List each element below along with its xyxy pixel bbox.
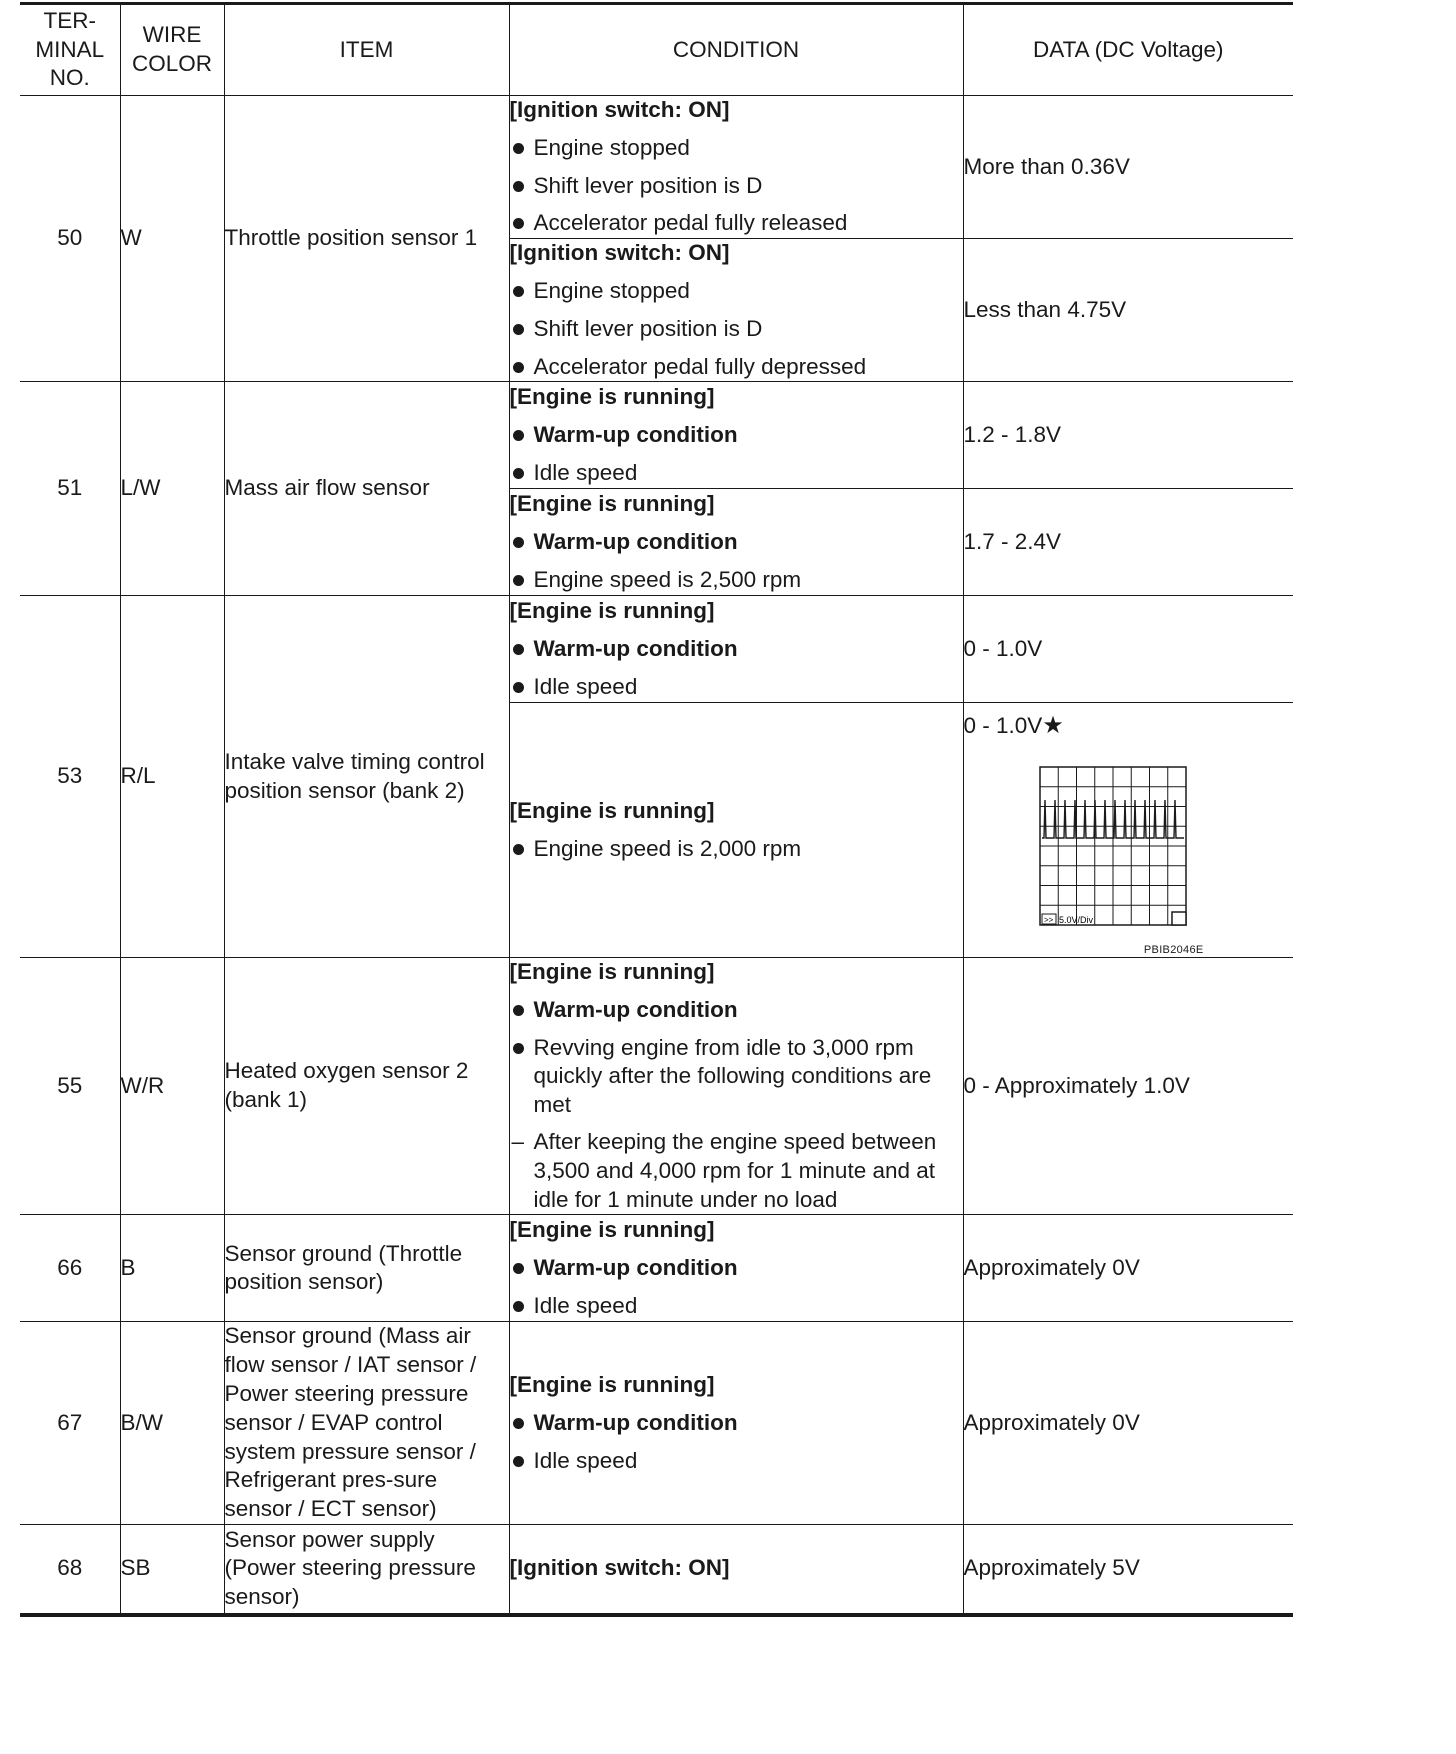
condition-bullet: Warm-up condition <box>510 996 963 1025</box>
wire-color: SB <box>120 1525 224 1615</box>
table-row <box>20 1215 1293 1322</box>
condition-cell <box>509 489 963 596</box>
wire-color: B/W <box>120 1322 224 1525</box>
terminal-number: 53 <box>20 596 120 958</box>
item-name: Sensor ground (Mass air flow sensor / IAT sensor / Power steering pressure sensor / EVAP control system pressure sensor / Refrigerant pres-sure sensor / ECT sensor) <box>224 1322 509 1525</box>
header-wire-color: WIRE COLOR <box>120 4 224 96</box>
terminal-number: 55 <box>20 958 120 1215</box>
condition-bullet: Engine speed is 2,000 rpm <box>510 835 963 864</box>
condition-title: [Engine is running] <box>509 384 715 410</box>
double-arrow-icon: >> <box>1043 915 1053 925</box>
table-row <box>20 1525 1293 1615</box>
item-name: Intake valve timing control position sensor (bank 2) <box>224 596 509 958</box>
oscilloscope-figure <box>964 752 1204 957</box>
terminal-number: 66 <box>20 1215 120 1322</box>
data-value: Approximately 0V <box>963 1322 1293 1525</box>
data-value: 0 - Approximately 1.0V <box>963 958 1293 1215</box>
condition-bullet: Accelerator pedal fully depressed <box>510 353 963 382</box>
condition-bullet: Engine stopped <box>510 134 963 163</box>
data-value: Less than 4.75V <box>963 239 1293 382</box>
item-name: Sensor power supply (Power steering pressure sensor) <box>224 1525 509 1615</box>
header-terminal-no: TER- MINAL NO. <box>20 4 120 96</box>
condition-cell <box>509 96 963 239</box>
star-icon: ★ <box>1042 712 1064 740</box>
condition-title: [Engine is running] <box>509 598 715 624</box>
terminal-number: 50 <box>20 96 120 382</box>
scope-grid <box>1040 767 1186 925</box>
item-name: Throttle position sensor 1 <box>224 96 509 382</box>
wire-color: R/L <box>120 596 224 958</box>
condition-title: [Ignition switch: ON] <box>509 240 730 266</box>
condition-bullet: Shift lever position is D <box>510 172 963 201</box>
condition-bullet: Warm-up condition <box>510 421 963 450</box>
scope-scale-label: 5.0V/Div <box>1058 915 1093 926</box>
condition-bullet: Idle speed <box>510 459 963 488</box>
table-row <box>20 382 1293 489</box>
data-value: 0 - 1.0V <box>963 596 1293 703</box>
condition-cell <box>509 239 963 382</box>
data-value: More than 0.36V <box>963 96 1293 239</box>
condition-title: [Engine is running] <box>509 959 715 985</box>
condition-bullet: Idle speed <box>510 1292 963 1321</box>
terminal-number: 51 <box>20 382 120 596</box>
scope-corner-box <box>1172 912 1186 925</box>
condition-bullet: Warm-up condition <box>510 1409 963 1438</box>
data-value: 1.2 - 1.8V <box>963 382 1293 489</box>
item-name: Heated oxygen sensor 2 (bank 1) <box>224 958 509 1215</box>
condition-cell <box>509 596 963 703</box>
condition-cell <box>509 1525 963 1615</box>
condition-bullet: Accelerator pedal fully released <box>510 209 963 238</box>
condition-bullet: Warm-up condition <box>510 635 963 664</box>
condition-cell <box>509 382 963 489</box>
condition-bullet: Warm-up condition <box>510 1254 963 1283</box>
table-row <box>20 96 1293 239</box>
condition-bullet: Shift lever position is D <box>510 315 963 344</box>
condition-title: [Ignition switch: ON] <box>509 97 730 122</box>
header-data: DATA (DC Voltage) <box>963 4 1293 96</box>
condition-bullet: Warm-up condition <box>510 528 963 557</box>
data-with-waveform <box>963 703 1293 958</box>
data-value: Approximately 0V <box>963 1215 1293 1322</box>
terminal-number: 68 <box>20 1525 120 1615</box>
waveform-graph <box>964 752 1204 957</box>
item-name: Mass air flow sensor <box>224 382 509 596</box>
condition-title: [Ignition switch: ON] <box>509 1555 730 1581</box>
condition-bullet: Engine speed is 2,500 rpm <box>510 566 963 595</box>
table-row <box>20 958 1293 1215</box>
data-value: 1.7 - 2.4V <box>963 489 1293 596</box>
header-item: ITEM <box>224 4 509 96</box>
data-value: 0 - 1.0V <box>963 713 1043 739</box>
condition-cell <box>509 703 963 958</box>
data-value: Approximately 5V <box>963 1525 1293 1615</box>
condition-bullet: Revving engine from idle to 3,000 rpm quickly after the following conditions are met <box>510 1034 963 1120</box>
header-condition: CONDITION <box>509 4 963 96</box>
table-row <box>20 1322 1293 1525</box>
condition-cell <box>509 1215 963 1322</box>
condition-bullet: Engine stopped <box>510 277 963 306</box>
wire-color: W/R <box>120 958 224 1215</box>
terminal-number: 67 <box>20 1322 120 1525</box>
item-name: Sensor ground (Throttle position sensor) <box>224 1215 509 1322</box>
condition-cell <box>509 958 963 1215</box>
condition-title: [Engine is running] <box>509 1217 715 1243</box>
table-row <box>20 596 1293 703</box>
condition-cell <box>509 1322 963 1525</box>
wire-color: L/W <box>120 382 224 596</box>
condition-bullet: Idle speed <box>510 1447 963 1476</box>
wire-color: B <box>120 1215 224 1322</box>
condition-dash-item: – After keeping the engine speed between 3,500 and 4,000 rpm for 1 minute and at idle for 1 minute under no load <box>510 1128 963 1214</box>
terminal-data-table <box>20 2 1293 1617</box>
condition-bullet: Idle speed <box>510 673 963 702</box>
condition-title: [Engine is running] <box>509 491 715 517</box>
figure-code: PBIB2046E <box>1143 944 1204 957</box>
wire-color: W <box>120 96 224 382</box>
condition-title: [Engine is running] <box>509 797 715 823</box>
condition-title: [Engine is running] <box>509 1372 715 1398</box>
